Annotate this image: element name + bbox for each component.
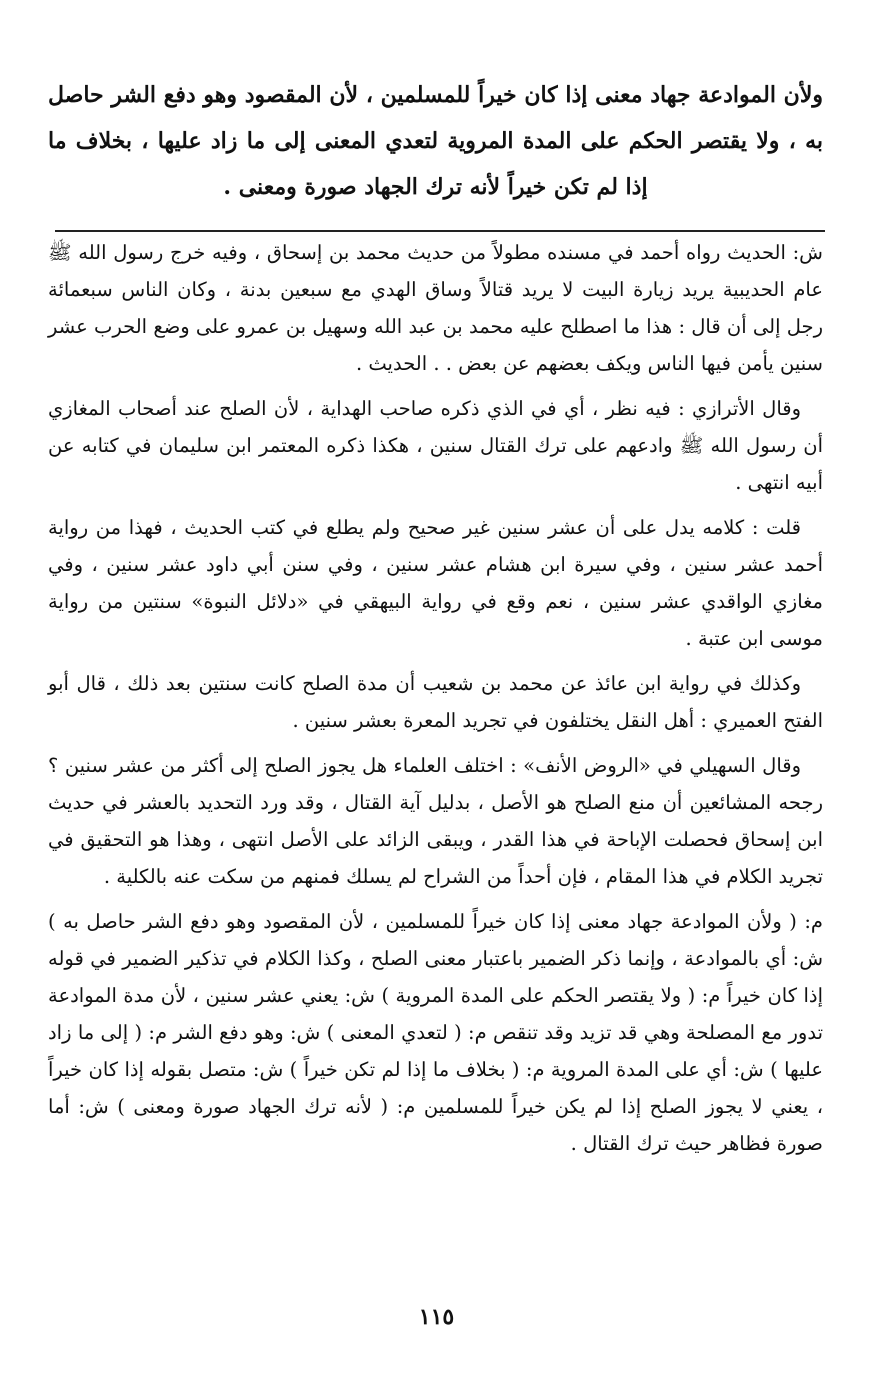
- commentary-paragraph: م: ( ولأن الموادعة جهاد معنى إذا كان خيراً للمسلمين ، لأن المقصود وهو دفع الشر حاصل به ) ش: أي بالموادعة ، وإنما ذكر الضمير باعتبار معنى الصلح ، وكذا الكلام في تذكير الضمير في قوله إذا كان خيراً م: ( ولا يقتصر الحكم على المدة المروية ) ش: يعني عشر سنين ، لأن مدة الموادعة تدور مع المصلحة وهي قد تزيد وقد تنقص م: ( لتعدي المعنى ) ش: وهو دفع الشر م: ( إلى ما زاد عليها ) ش: أي على المدة المروية م: ( بخلاف ما إذا لم تكن خيراً ) ش: متصل بقوله إذا كان خيراً ، يعني لا يجوز الصلح إذا لم يكن خيراً للمسلمين م: ( لأنه ترك الجهاد صورة ومعنى ) ش: أما صورة فظاهر حيث ترك القتال .: [48, 910, 823, 1155]
- commentary-paragraph: قلت : كلامه يدل على أن عشر سنين غير صحيح ولم يطلع في كتب الحديث ، فهذا من رواية أحمد عشر سنين ، وفي سيرة ابن هشام عشر سنين ، وفي سنن أبي داود عشر سنين ، وفي مغازي الواقدي عشر سنين ، نعم وقع في رواية البيهقي في «دلائل النبوة» سنتين من رواية موسى ابن عتبة .: [48, 516, 823, 650]
- main-text-block: [48, 72, 823, 210]
- commentary-paragraph: وكذلك في رواية ابن عائذ عن محمد بن شعيب أن مدة الصلح كانت سنتين بعد ذلك ، قال أبو الفتح العميري : أهل النقل يختلفون في تجريد المعرة بعشر سنين .: [48, 672, 823, 732]
- page-number: ١١٥: [418, 1304, 455, 1330]
- commentary-paragraph: وقال السهيلي في «الروض الأنف» : اختلف العلماء هل يجوز الصلح إلى أكثر من عشر سنين ؟ رجحه المشائعين أن منع الصلح هو الأصل ، بدليل آية القتال ، وقد ورد التحديد بالعشر في حديث ابن إسحاق فحصلت الإباحة في هذا القدر ، ويبقى الزائد على الأصل انتهى ، وهذا هو التحقيق في تجريد الكلام في هذا المقام ، فإن أحداً من الشراح لم يسلك فمنهم من سكت عنه بالكلية .: [48, 754, 823, 888]
- main-text: ولأن الموادعة جهاد معنى إذا كان خيراً للمسلمين ، لأن المقصود وهو دفع الشر حاصل به ، ولا يقتصر الحكم على المدة المروية لتعدي المعنى إلى ما زاد عليها ، بخلاف ما إذا لم تكن خيراً لأنه ترك الجهاد صورة ومعنى .: [48, 82, 823, 200]
- commentary-paragraph: وقال الأترازي : فيه نظر ، أي في الذي ذكره صاحب الهداية ، لأن الصلح عند أصحاب المغازي أن رسول الله ﷺ وادعهم على ترك القتال سنين ، هكذا ذكره المعتمر ابن سليمان في كتابه عن أبيه انتهى .: [48, 397, 823, 494]
- commentary-block: [48, 234, 823, 1170]
- separator-line: [55, 230, 825, 232]
- commentary-paragraph: ش: الحديث رواه أحمد في مسنده مطولاً من حديث محمد بن إسحاق ، وفيه خرج رسول الله ﷺ عام الحديبية يريد زيارة البيت لا يريد قتالاً وساق الهدي مع سبعين بدنة ، وكان الناس سبعمائة رجل إلى أن قال : هذا ما اصطلح عليه محمد بن عبد الله وسهيل بن عمرو على وضع الحرب عشر سنين يأمن فيها الناس ويكف بعضهم عن بعض . . الحديث .: [48, 241, 823, 375]
